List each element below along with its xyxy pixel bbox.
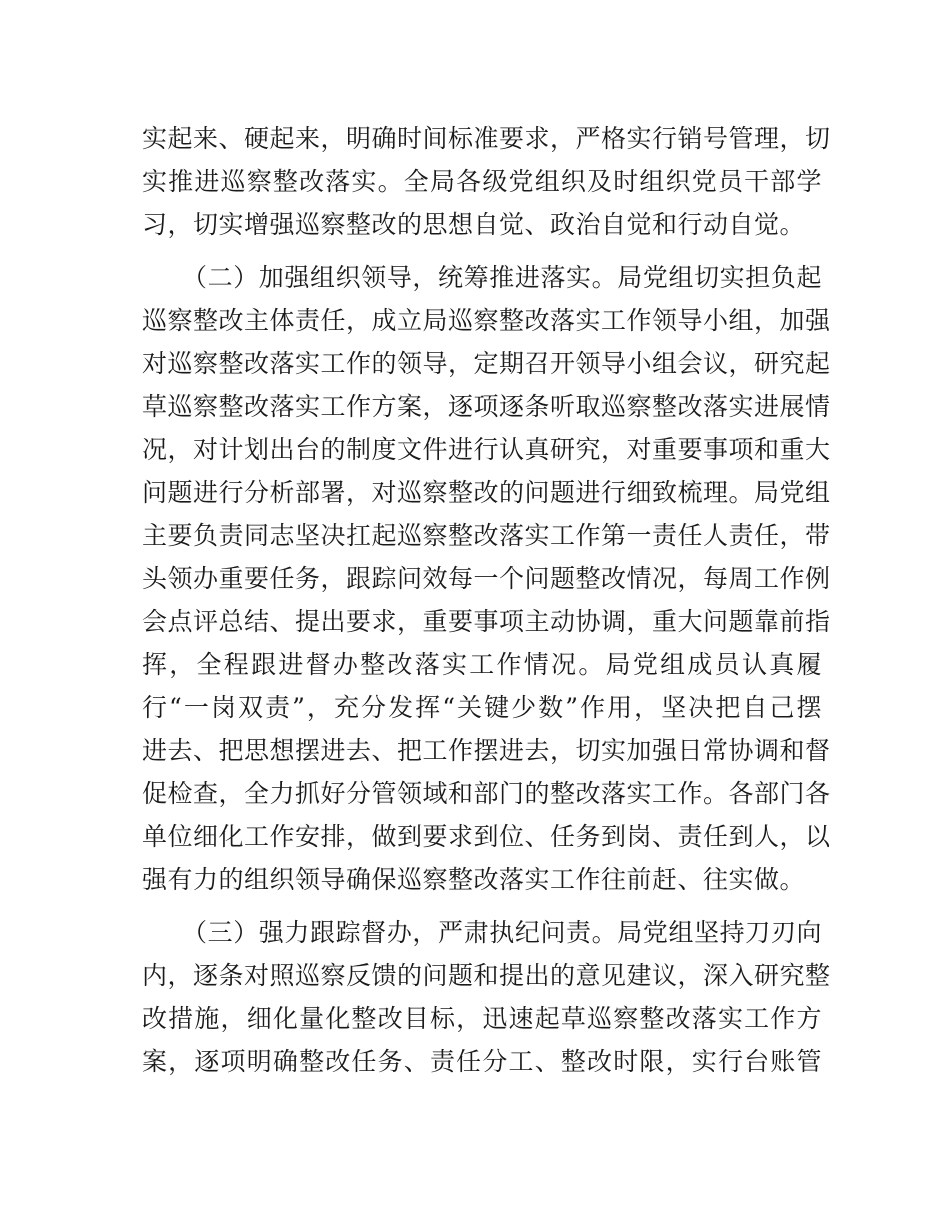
text-line: 改措施，细化量化整改目标，迅速起草巡察整改落实工作方	[142, 1004, 822, 1033]
paragraph-1	[142, 117, 831, 246]
text-line: 会点评总结、提出要求，重要事项主动协调，重大问题靠前指	[142, 607, 831, 636]
text-line: 行“一岗双责”，充分发挥“关键少数”作用，坚决把自己摆	[142, 693, 822, 722]
text-line: 进去、把思想摆进去、把工作摆进去，切实加强日常协调和督	[142, 736, 831, 765]
text-line: 草巡察整改落实工作方案，逐项逐条听取巡察整改落实进展情	[142, 392, 831, 421]
document-body	[142, 117, 831, 1083]
text-line: 实起来、硬起来，明确时间标准要求，严格实行销号管理，切	[142, 124, 831, 153]
text-line: 内，逐条对照巡察反馈的问题和提出的意见建议，深入研究整	[142, 961, 831, 990]
text-line: 单位细化工作安排，做到要求到位、任务到岗、责任到人，以	[142, 822, 831, 851]
text-line: （二）加强组织领导，统筹推进落实。局党组切实担负起	[182, 263, 822, 292]
text-line: 习，切实增强巡察整改的思想自觉、政治自觉和行动自觉。	[142, 210, 806, 239]
text-line: 巡察整改主体责任，成立局巡察整改落实工作领导小组，加强	[142, 306, 831, 335]
text-line: 强有力的组织领导确保巡察整改落实工作往前赶、往实做。	[142, 865, 806, 894]
text-line: 挥，全程跟进督办整改落实工作情况。局党组成员认真履	[142, 650, 822, 679]
paragraph-3	[142, 911, 831, 1083]
paragraph-2	[142, 256, 831, 901]
text-line: 问题进行分析部署，对巡察整改的问题进行细致梳理。局党组	[142, 478, 831, 507]
text-line: 主要负责同志坚决扛起巡察整改落实工作第一责任人责任，带	[142, 521, 831, 550]
text-line: 对巡察整改落实工作的领导，定期召开领导小组会议，研究起	[142, 349, 831, 378]
text-line: 头领办重要任务，跟踪问效每一个问题整改情况，每周工作例	[142, 564, 831, 593]
text-line: 促检查，全力抓好分管领域和部门的整改落实工作。各部门各	[142, 779, 831, 808]
text-line: 况，对计划出台的制度文件进行认真研究，对重要事项和重大	[142, 435, 831, 464]
text-line: 实推进巡察整改落实。全局各级党组织及时组织党员干部学	[142, 167, 822, 196]
text-line: 案，逐项明确整改任务、责任分工、整改时限，实行台账管	[142, 1047, 822, 1076]
text-line: （三）强力跟踪督办，严肃执纪问责。局党组坚持刀刃向	[182, 918, 822, 947]
